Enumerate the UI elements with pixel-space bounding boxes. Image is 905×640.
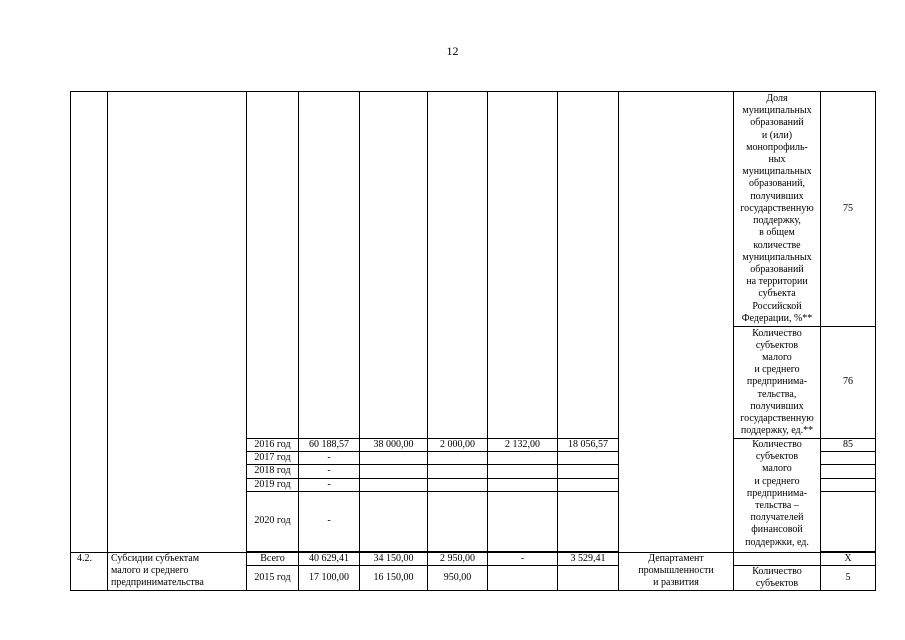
total-cell: - (299, 452, 360, 465)
year-cell: 2015 год (247, 566, 299, 591)
indicator-cell (734, 552, 821, 565)
indicator-share-municipal: Доля муниципальных образований и (или) монопрофиль- ных муниципальных образований, получивших государственную поддержку, в общем количестве муниципальных образований на территории субъекта Российской Федерации, %** (734, 92, 821, 327)
amount-cell (558, 452, 619, 465)
amount-cell (558, 566, 619, 591)
year-cell: 2016 год (247, 439, 299, 452)
amount-cell (360, 452, 428, 465)
indicator-value: 76 (821, 327, 876, 439)
cell-empty (360, 92, 428, 439)
item-number: 4.2. (71, 552, 108, 591)
cell-empty (488, 92, 558, 439)
amount-cell (360, 465, 428, 478)
amount-cell (428, 491, 488, 551)
indicator-value-empty (821, 478, 876, 491)
year-cell: 2019 год (247, 478, 299, 491)
item-name: Субсидии субъектам малого и среднего предпринимательства (108, 552, 247, 591)
indicator-value-empty (821, 491, 876, 551)
amount-cell: 3 529,41 (558, 552, 619, 565)
amount-cell (558, 465, 619, 478)
amount-cell (360, 491, 428, 551)
year-cell: 2017 год (247, 452, 299, 465)
cell-department-empty (619, 92, 734, 553)
page-number: 12 (446, 44, 459, 58)
amount-cell: - (488, 552, 558, 565)
total-cell: 40 629,41 (299, 552, 360, 565)
amount-cell: 16 150,00 (360, 566, 428, 591)
cell-empty (299, 92, 360, 439)
indicator-value-empty (821, 465, 876, 478)
indicator-value: 85 (821, 439, 876, 452)
year-cell: Всего (247, 552, 299, 565)
indicator-value: Х (821, 552, 876, 565)
cell-empty (428, 92, 488, 439)
indicator-count-smb-recipients: Количество субъектов малого и среднего предпринима- тельства – получателей финансовой поддержки, ед. (734, 439, 821, 553)
amount-cell (428, 478, 488, 491)
department-cell: Департамент промышленности и развития (619, 552, 734, 591)
table-row (71, 552, 876, 565)
amount-cell (488, 566, 558, 591)
total-cell: - (299, 465, 360, 478)
amount-cell (488, 465, 558, 478)
amount-cell: 18 056,57 (558, 439, 619, 452)
cell-number-empty (71, 92, 108, 553)
total-cell: 17 100,00 (299, 566, 360, 591)
total-cell: 60 188,57 (299, 439, 360, 452)
indicator-count-smb: Количество субъектов малого и среднего предпринима- тельства, получивших государственную поддержку, ед.** (734, 327, 821, 439)
amount-cell (428, 465, 488, 478)
amount-cell: 34 150,00 (360, 552, 428, 565)
table-row (71, 92, 876, 327)
amount-cell: 2 950,00 (428, 552, 488, 565)
cell-empty (558, 92, 619, 439)
amount-cell: 38 000,00 (360, 439, 428, 452)
amount-cell (488, 478, 558, 491)
amount-cell (558, 478, 619, 491)
amount-cell: 2 132,00 (488, 439, 558, 452)
total-cell: - (299, 478, 360, 491)
amount-cell (558, 491, 619, 551)
amount-cell (488, 452, 558, 465)
indicator-value: 75 (821, 92, 876, 327)
amount-cell (360, 478, 428, 491)
amount-cell: 2 000,00 (428, 439, 488, 452)
indicator-value: 5 (821, 566, 876, 591)
amount-cell (428, 452, 488, 465)
program-table (70, 91, 876, 591)
amount-cell (488, 491, 558, 551)
indicator-value-empty (821, 452, 876, 465)
year-cell: 2020 год (247, 491, 299, 551)
indicator-cell: Количество субъектов (734, 566, 821, 591)
cell-empty (247, 92, 299, 439)
amount-cell: 950,00 (428, 566, 488, 591)
year-cell: 2018 год (247, 465, 299, 478)
cell-name-empty (108, 92, 247, 553)
total-cell: - (299, 491, 360, 551)
